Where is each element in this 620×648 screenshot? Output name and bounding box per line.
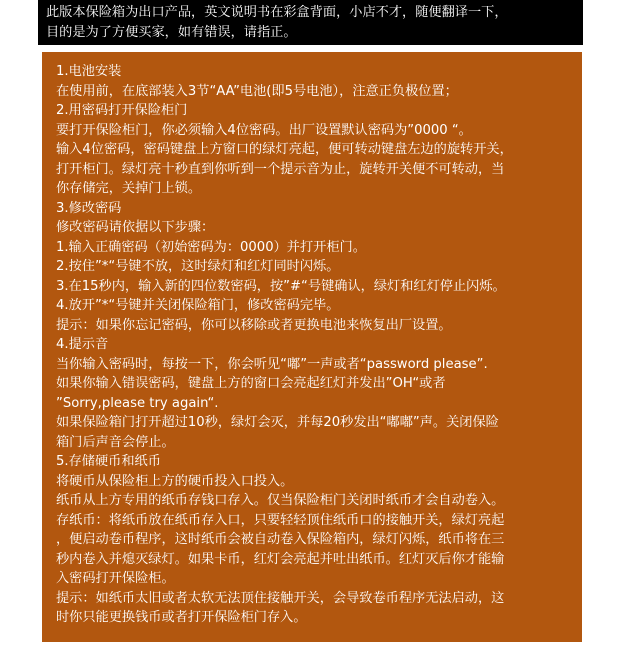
- instruction-line: 箱门后声音会停止。: [56, 434, 175, 450]
- instruction-line: 秒内卷入并熄灭绿灯。如果卡币，红灯会亮起并吐出纸币。红灯灭后你才能输: [56, 551, 505, 567]
- instruction-line: 如果你输入错误密码，键盘上方的窗口会亮起红灯并发出”OH“或者: [56, 376, 446, 391]
- instruction-line: 如果保险箱门打开超过10秒，绿灯会灭，并每20秒发出“嘟嘟”声。关闭保险: [56, 415, 499, 430]
- header-banner: [38, 0, 583, 45]
- instruction-line: 要打开保险柜门，你必须输入4位密码。出厂设置默认密码为”0000 “。: [56, 122, 472, 138]
- instruction-line: 修改密码请依据以下步骤：: [56, 220, 215, 235]
- instruction-line: 3.在15秒内，输入新的四位数密码，按”#“号键确认，绿灯和红灯停止闪烁。: [56, 278, 506, 294]
- instruction-line: 2.按住”*“号键不放，这时绿灯和红灯同时闪烁。: [56, 259, 340, 274]
- instruction-line: 4.放开”*“号键并关闭保险箱门，修改密码完毕。: [56, 298, 340, 313]
- section-heading-coins-notes: 5.存储硬币和纸币: [56, 454, 161, 469]
- instruction-line: 存纸币：将纸币放在纸币存入口，只要轻轻顶住纸币口的接触开关，绿灯亮起: [56, 512, 505, 528]
- instruction-line: 当你输入密码时，每按一下，你会听见“嘟”一声或者“password please”.: [56, 356, 488, 372]
- instruction-line: 打开柜门。绿灯亮十秒直到你听到一个提示音为止，旋转开关便不可转动，当: [56, 161, 505, 177]
- header-line: 目的是为了方便买家，如有错误，请指正。: [46, 24, 297, 40]
- instructions-panel: [42, 52, 582, 642]
- instruction-line: 入密码打开保险柜。: [56, 571, 175, 586]
- instruction-line: 你存储完，关掉门上锁。: [56, 181, 202, 196]
- section-heading-battery: 1.电池安装: [56, 64, 122, 79]
- section-heading-beep: 4.提示音: [56, 337, 109, 352]
- section-heading-change-password: 3.修改密码: [56, 200, 122, 216]
- instruction-line: 提示：如纸币太旧或者太软无法顶住接触开关，会导致卷币程序无法启动，这: [56, 590, 505, 606]
- instruction-line: 时你只能更换钱币或者打开保险柜门存入。: [56, 610, 307, 625]
- instruction-line: ，便启动卷币程序，这时纸币会被自动卷入保险箱内，绿灯闪烁，纸币将在三: [56, 532, 505, 547]
- instruction-line: 1.输入正确密码（初始密码为：0000）并打开柜门。: [56, 239, 366, 255]
- instruction-line: 纸币从上方专用的纸币存钱口存入。仅当保险柜门关闭时纸币才会自动卷入。: [56, 493, 505, 508]
- instruction-line: 提示：如果你忘记密码，你可以移除或者更换电池来恢复出厂设置。: [56, 317, 452, 333]
- instruction-line: ”Sorry,please try again“.: [56, 395, 219, 411]
- header-line: 此版本保险箱为出口产品，英文说明书在彩盒背面，小店不才，随便翻译一下，: [46, 5, 508, 20]
- instruction-line: 将硬币从保险柜上方的硬币投入口投入。: [56, 473, 294, 489]
- instruction-line: 输入4位密码，密码键盘上方窗口的绿灯亮起，便可转动键盘左边的旋转开关，: [56, 142, 513, 157]
- section-heading-open-with-password: 2.用密码打开保险柜门: [56, 103, 188, 118]
- instruction-line: 在使用前，在底部装入3节“AA”电池(即5号电池），注意正负极位置；: [56, 83, 458, 99]
